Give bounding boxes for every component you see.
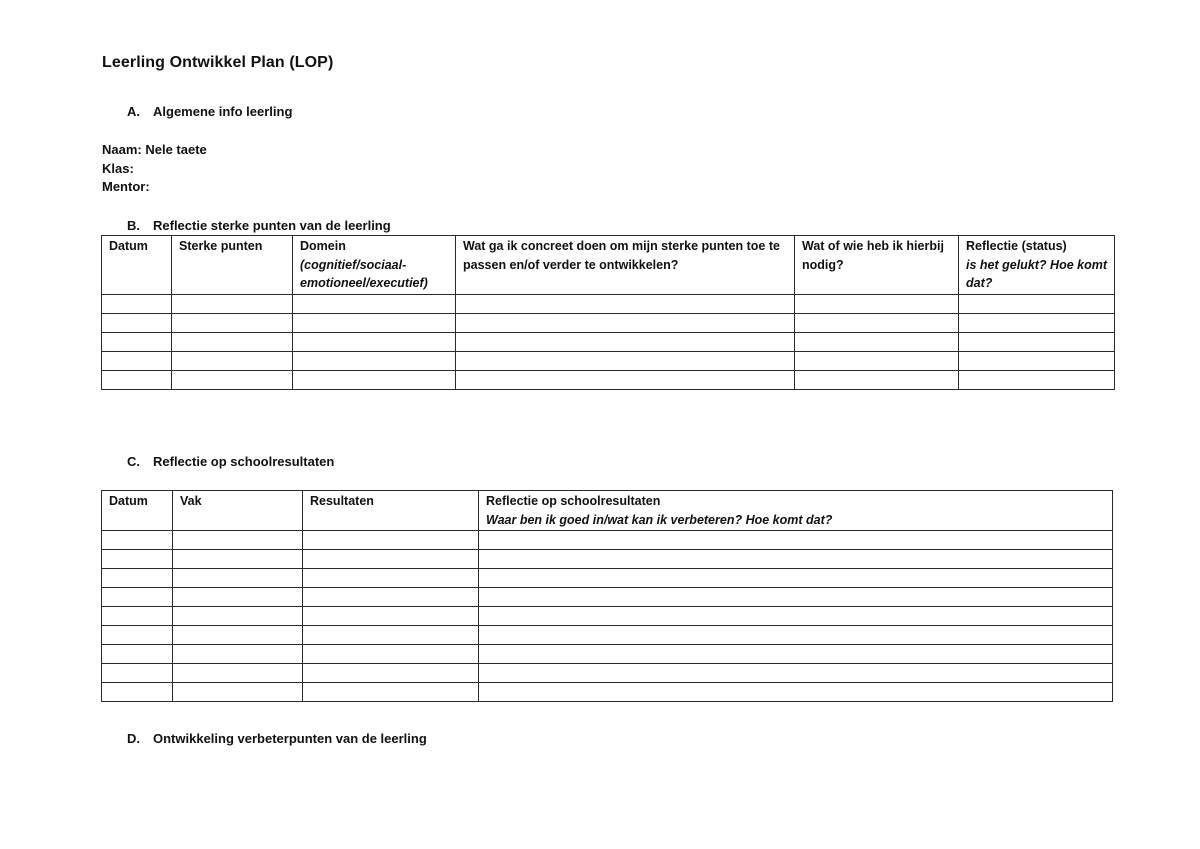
- table-row: [102, 588, 1113, 607]
- table-row: [102, 370, 1115, 389]
- table-row: [102, 607, 1113, 626]
- student-info: [102, 141, 207, 197]
- strengths-table: [101, 235, 1115, 390]
- strengths-table-header: [102, 236, 1115, 295]
- col-reflectie-subtitle: is het gelukt? Hoe komt dat?: [966, 257, 1107, 290]
- section-d-title: Ontwikkeling verbeterpunten van de leerling: [153, 731, 427, 746]
- col-reflectie-schoolresultaten: [479, 491, 1113, 531]
- name-label: Naam: Nele taete: [102, 142, 207, 157]
- col-reflectie-status: [959, 236, 1115, 295]
- section-d-letter: D.: [127, 731, 140, 746]
- col-wat-ga-ik: Wat ga ik concreet doen om mijn sterke punten toe te passen en/of verder te ontwikkelen?: [456, 236, 795, 295]
- section-c-title: Reflectie op schoolresultaten: [153, 454, 335, 469]
- table-row: [102, 683, 1113, 702]
- table-row: [102, 645, 1113, 664]
- results-table-header: [102, 491, 1113, 531]
- strengths-table-body: [102, 294, 1115, 389]
- col-reflectie-label: Reflectie (status): [966, 239, 1067, 253]
- table-row: [102, 294, 1115, 313]
- col-reflectie-subtitle: Waar ben ik goed in/wat kan ik verbeteren? Hoe komt dat?: [486, 512, 833, 527]
- section-b-letter: B.: [127, 218, 140, 233]
- section-a-heading: [127, 104, 292, 119]
- section-c-letter: C.: [127, 454, 140, 469]
- results-table: [101, 490, 1113, 702]
- col-vak: Vak: [173, 491, 303, 531]
- section-a-title: Algemene info leerling: [153, 104, 293, 119]
- mentor-label: Mentor:: [102, 179, 150, 194]
- col-datum: Datum: [102, 236, 172, 295]
- document-title: Leerling Ontwikkel Plan (LOP): [102, 54, 334, 71]
- table-row: [102, 664, 1113, 683]
- table-row: [102, 313, 1115, 332]
- section-a-letter: A.: [127, 104, 140, 119]
- section-d-heading: [127, 731, 427, 746]
- col-reflectie-label: Reflectie op schoolresultaten: [486, 494, 661, 508]
- table-row: [102, 332, 1115, 351]
- table-row: [102, 351, 1115, 370]
- section-c-heading: [127, 454, 334, 469]
- section-b-heading: [127, 218, 391, 233]
- table-row: [102, 550, 1113, 569]
- col-domein: [293, 236, 456, 295]
- col-resultaten: Resultaten: [303, 491, 479, 531]
- results-table-body: [102, 531, 1113, 702]
- col-sterke-punten: Sterke punten: [172, 236, 293, 295]
- table-row: [102, 531, 1113, 550]
- table-row: [102, 569, 1113, 588]
- col-datum: Datum: [102, 491, 173, 531]
- col-wat-of-wie: Wat of wie heb ik hierbij nodig?: [795, 236, 959, 295]
- table-row: [102, 626, 1113, 645]
- col-domein-subtitle: (cognitief/sociaal-emotioneel/executief): [300, 257, 428, 290]
- class-label: Klas:: [102, 160, 134, 176]
- section-b-title: Reflectie sterke punten van de leerling: [153, 218, 391, 233]
- col-domein-label: Domein: [300, 239, 346, 253]
